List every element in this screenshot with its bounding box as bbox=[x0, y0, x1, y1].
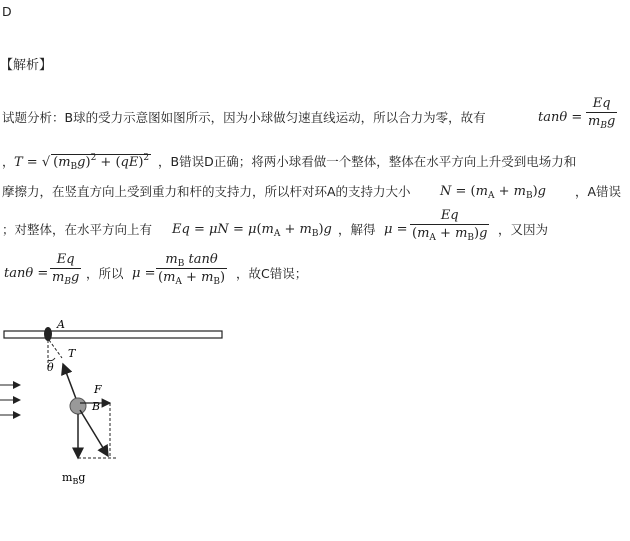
tan-theta-fraction-2: Eq $m_Bg$ bbox=[52, 252, 80, 287]
tension-formula: T = √ $(m_Bg)^2 + (qE)^2$ bbox=[14, 153, 150, 172]
label-a: A bbox=[57, 318, 65, 331]
mu-fraction-1: Eq $(m_A + m_B)g$ bbox=[412, 208, 488, 243]
normal-force-formula: $N = (m_A + m_B)g$ bbox=[440, 184, 546, 201]
horizontal-balance-formula: $Eq = \mu N = \mu(m_A + m_B)g$ bbox=[172, 222, 332, 239]
force-diagram bbox=[0, 300, 260, 500]
string-dashed bbox=[49, 340, 62, 358]
label-weight: $m_Bg$ bbox=[62, 471, 86, 486]
mu-lhs-2: μ = bbox=[132, 266, 156, 281]
tan-theta-lhs: tanθ = bbox=[538, 110, 583, 125]
label-t: T bbox=[68, 347, 76, 360]
mu-lhs-1: μ = bbox=[384, 222, 408, 237]
analysis-line-1-text: 试题分析：B球的受力示意图如图所示，因为小球做匀速直线运动，所以合力为零，故有 bbox=[2, 110, 486, 125]
label-theta: θ bbox=[47, 361, 54, 374]
analysis-line-5-text-b: ，故C错误； bbox=[236, 266, 308, 281]
section-heading: 【解析】 bbox=[0, 58, 53, 73]
tan-theta-lhs-2: tanθ = bbox=[4, 266, 49, 281]
analysis-line-4-text-c: ，又因为 bbox=[498, 222, 549, 237]
ring-a bbox=[44, 327, 52, 341]
horizontal-rod bbox=[4, 331, 222, 338]
line-2-lead: ， bbox=[2, 154, 15, 169]
analysis-line-4-text-a: ；对整体，在水平方向上有 bbox=[2, 222, 153, 237]
answer-letter: D bbox=[2, 4, 12, 19]
analysis-line-5-text-a: ，所以 bbox=[86, 266, 124, 281]
mu-fraction-2: $m_B$ tanθ $(m_A + m_B)$ bbox=[158, 252, 226, 287]
resultant-arrow bbox=[80, 410, 108, 456]
tan-theta-fraction bbox=[586, 96, 617, 129]
fraction-numerator: Eq bbox=[592, 96, 611, 111]
analysis-line-4-text-b: ，解得 bbox=[338, 222, 376, 237]
analysis-line-2-text: ，B错误D正确；将两小球看做一个整体，整体在水平方向上升受到电场力和 bbox=[158, 154, 577, 169]
line-3-tail: ，A错误 bbox=[575, 184, 622, 199]
label-f: F bbox=[94, 383, 102, 396]
ball-b bbox=[70, 398, 86, 414]
analysis-line-3-text: 摩擦力，在竖直方向上受到重力和杆的支持力，所以杆对环A的支持力大小 bbox=[2, 184, 411, 199]
label-b: B bbox=[92, 400, 101, 413]
fraction-denominator: $m_Bg$ bbox=[588, 114, 616, 131]
